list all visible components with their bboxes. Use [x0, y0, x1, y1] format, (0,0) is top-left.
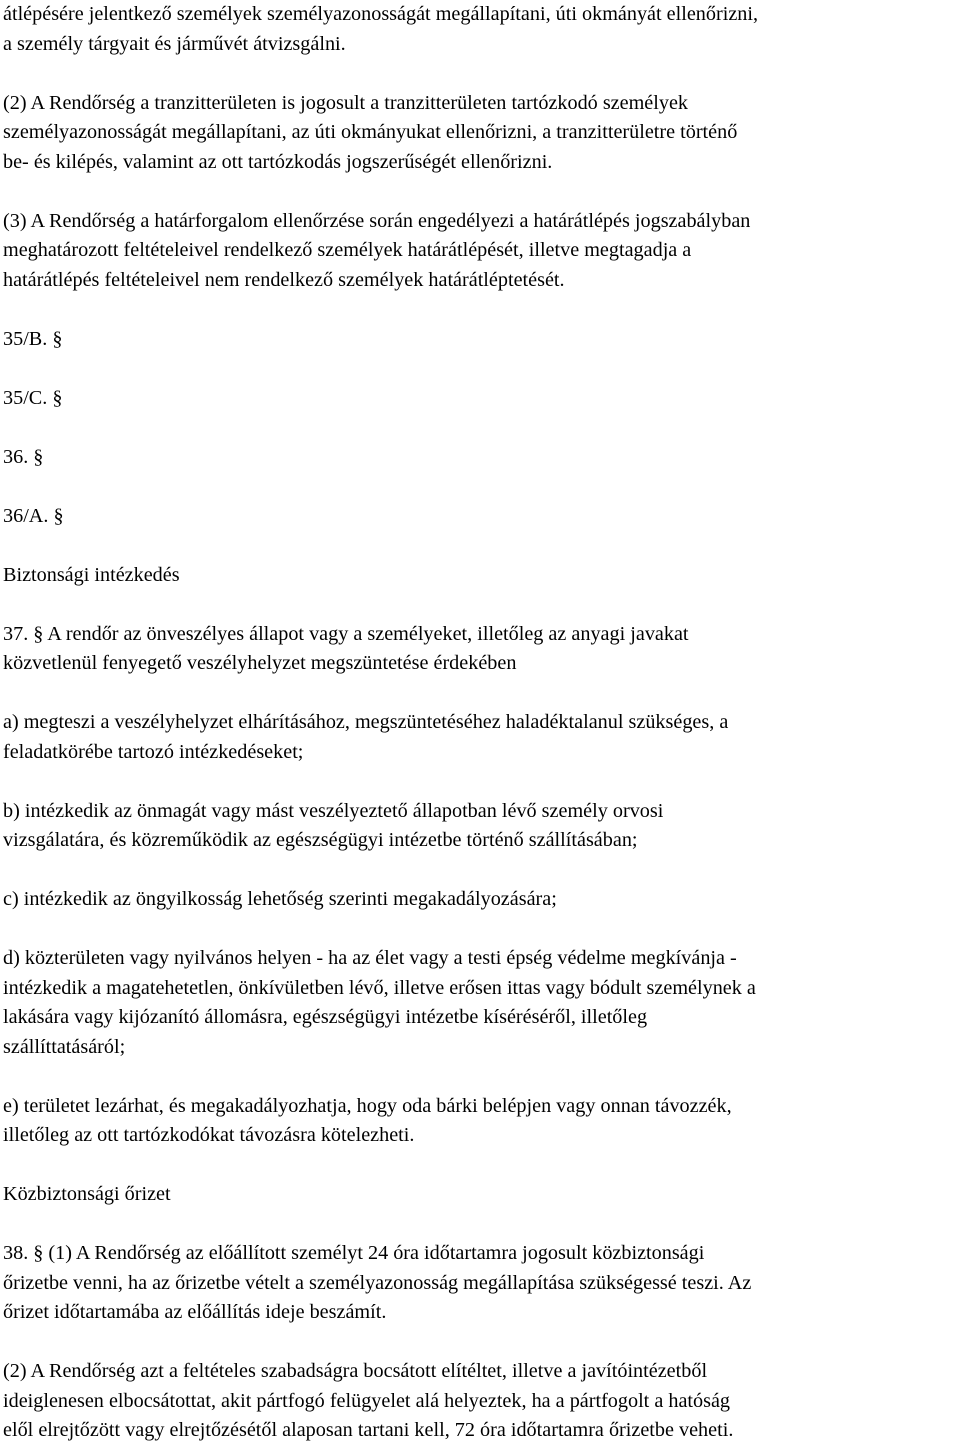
- text-line: illetőleg az ott tartózkodókat távozásra kötelezheti.: [3, 1124, 415, 1146]
- section-38-paragraph-1: [3, 1239, 957, 1328]
- text-line: c) intézkedik az öngyilkosság lehetőség szerinti megakadályozására;: [3, 888, 557, 910]
- text-line: 37. § A rendőr az önveszélyes állapot vagy a személyeket, illetőleg az anyagi javakat: [3, 622, 689, 645]
- text-line: intézkedik a magatehetetlen, önkívületben lévő, illetve erősen ittas vagy bódult személynek a: [3, 976, 756, 999]
- paragraph-transit-area: [3, 89, 957, 178]
- list-item-a: [3, 708, 957, 767]
- list-item-c: [3, 885, 957, 915]
- section-heading: Biztonsági intézkedés: [3, 563, 180, 586]
- section-label: 36. §: [3, 445, 44, 468]
- text-line: átlépésére jelentkező személyek személyazonosságát megállapítani, úti okmányát ellenőrizni,: [3, 3, 759, 25]
- document-page: [3, 0, 957, 1446]
- text-line: meghatározott feltételeivel rendelkező személyek határátlépését, illetve megtagadja a: [3, 239, 692, 261]
- text-line: lakására vagy kijózanító állomásra, egészségügyi intézetbe kíséréséről, illetőleg: [3, 1006, 648, 1028]
- section-number-35c: [3, 384, 957, 414]
- heading-public-security-custody: [3, 1180, 957, 1210]
- list-item-d: [3, 944, 957, 1062]
- section-37-intro: [3, 620, 957, 679]
- list-item-e: [3, 1092, 957, 1151]
- paragraph-border-check: [3, 0, 957, 59]
- text-line: őrizet időtartamába az előállítás ideje beszámít.: [3, 1301, 387, 1323]
- section-number-36: [3, 443, 957, 473]
- section-number-35b: [3, 325, 957, 355]
- text-line: szállíttatásáról;: [3, 1035, 126, 1058]
- text-line: elől elrejtőzött vagy elrejtőzésétől alaposan tartani kell, 72 óra időtartamra őrizetbe veheti.: [3, 1419, 734, 1441]
- text-line: b) intézkedik az önmagát vagy mást veszélyeztető állapotban lévő személy orvosi: [3, 799, 664, 822]
- text-line: be- és kilépés, valamint az ott tartózkodás jogszerűségét ellenőrizni.: [3, 150, 553, 173]
- text-line: személyazonosságát megállapítani, az úti okmányukat ellenőrizni, a tranzitterületre történő: [3, 121, 738, 143]
- text-line: d) közterületen vagy nyilvános helyen - ha az élet vagy a testi épség védelme megkívánja -: [3, 947, 737, 969]
- text-line: a személy tárgyait és járművét átvizsgálni.: [3, 32, 346, 55]
- text-line: őrizetbe venni, ha az őrizetbe vételt a személyazonosság megállapítása szükségessé teszi. Az: [3, 1271, 752, 1294]
- text-line: (2) A Rendőrség azt a feltételes szabadságra bocsátott elítéltet, illetve a javítóintézetből: [3, 1360, 708, 1382]
- text-line: ideiglenesen elbocsátottat, akit pártfogó felügyelet alá helyeztek, ha a pártfogolt a hatóság: [3, 1389, 731, 1412]
- section-38-paragraph-2: [3, 1357, 957, 1446]
- paragraph-border-traffic: [3, 207, 957, 296]
- section-label: 35/B. §: [3, 327, 63, 350]
- list-item-b: [3, 797, 957, 856]
- text-line: (2) A Rendőrség a tranzitterületen is jogosult a tranzitterületen tartózkodó személyek: [3, 91, 689, 114]
- section-heading: Közbiztonsági őrizet: [3, 1183, 171, 1205]
- heading-security-measure: [3, 561, 957, 591]
- section-label: 35/C. §: [3, 386, 63, 409]
- text-line: e) területet lezárhat, és megakadályozhatja, hogy oda bárki belépjen vagy onnan távozzék,: [3, 1094, 732, 1117]
- section-label: 36/A. §: [3, 504, 64, 527]
- text-line: vizsgálatára, és közreműködik az egészségügyi intézetbe történő szállításában;: [3, 829, 638, 851]
- section-number-36a: [3, 502, 957, 532]
- text-line: határátlépés feltételeivel nem rendelkező személyek határátléptetését.: [3, 268, 565, 291]
- text-line: 38. § (1) A Rendőrség az előállított személyt 24 óra időtartamra jogosult közbiztonsági: [3, 1242, 705, 1264]
- text-line: közvetlenül fenyegető veszélyhelyzet megszüntetése érdekében: [3, 652, 517, 674]
- text-line: (3) A Rendőrség a határforgalom ellenőrzése során engedélyezi a határátlépés jogszabályban: [3, 209, 751, 232]
- text-line: feladatkörébe tartozó intézkedéseket;: [3, 740, 304, 763]
- text-line: a) megteszi a veszélyhelyzet elhárításához, megszüntetéséhez haladéktalanul szükséges, a: [3, 711, 729, 733]
